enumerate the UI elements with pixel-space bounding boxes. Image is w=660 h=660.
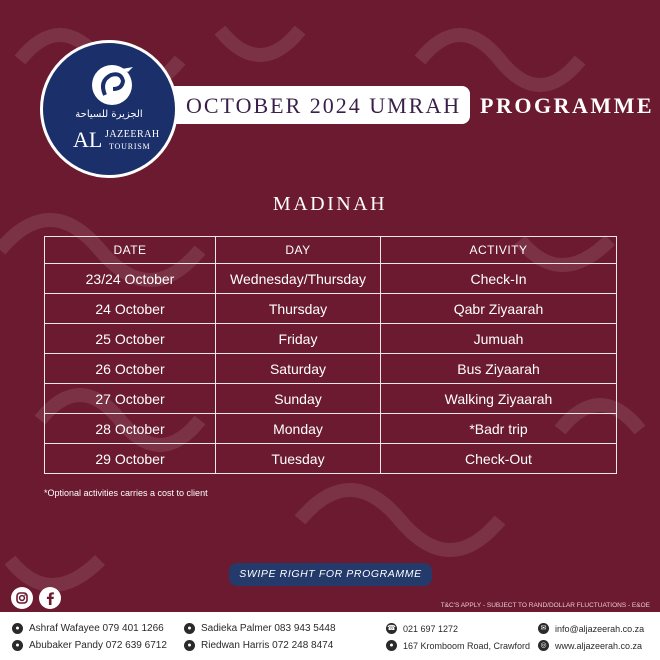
table-row: [45, 414, 617, 444]
day-cell: Sunday: [216, 384, 381, 414]
activity-cell: *Badr trip: [381, 414, 617, 444]
schedule-table: [44, 236, 617, 474]
activity-cell: Jumuah: [381, 324, 617, 354]
table-header-row: [45, 237, 617, 264]
contact-text: Ashraf Wafayee 079 401 1266: [29, 623, 164, 634]
brand-al: AL: [73, 127, 103, 152]
facebook-icon[interactable]: [39, 587, 61, 609]
day-cell: Monday: [216, 414, 381, 444]
activity-cell: Check-In: [381, 264, 617, 294]
title-banner: [150, 86, 470, 124]
date-cell: 26 October: [45, 354, 216, 384]
email-link[interactable]: [538, 623, 644, 634]
date-cell: 25 October: [45, 324, 216, 354]
website-link[interactable]: [538, 640, 642, 651]
brand-arabic-name: الجزيرة للسياحة: [75, 109, 143, 120]
brand-name: JAZEERAH: [105, 129, 160, 140]
table-row: [45, 264, 617, 294]
section-title: MADINAH: [272, 193, 388, 215]
swipe-right-button[interactable]: SWIPE RIGHT FOR PROGRAMME: [229, 563, 432, 586]
globe-icon: ◎: [538, 640, 549, 651]
contact-person: [184, 640, 333, 651]
instagram-icon-glyph: [11, 587, 33, 609]
activity-cell: Qabr Ziyaarah: [381, 294, 617, 324]
day-cell: Saturday: [216, 354, 381, 384]
table-row: [45, 384, 617, 414]
user-icon: ●: [12, 623, 23, 634]
facebook-icon-glyph: [39, 587, 61, 609]
contact-text: Abubaker Pandy 072 639 6712: [29, 640, 167, 651]
contact-footer: [0, 612, 660, 660]
activity-cell: Check-Out: [381, 444, 617, 474]
contact-text: Riedwan Harris 072 248 8474: [201, 640, 334, 651]
table-row: [45, 444, 617, 474]
table-row: [45, 354, 617, 384]
day-cell: Friday: [216, 324, 381, 354]
user-icon: ●: [184, 640, 195, 651]
instagram-icon[interactable]: [11, 587, 33, 609]
brand-logo: [40, 40, 178, 178]
date-cell: 23/24 October: [45, 264, 216, 294]
day-cell: Thursday: [216, 294, 381, 324]
day-cell: Wednesday/Thursday: [216, 264, 381, 294]
activity-cell: Bus Ziyaarah: [381, 354, 617, 384]
phone-contact[interactable]: [386, 623, 458, 634]
table-row: [45, 294, 617, 324]
user-icon: ●: [12, 640, 23, 651]
logo-mark-icon: [89, 61, 135, 107]
contact-person: [12, 640, 167, 651]
phone-icon: ☎: [387, 625, 396, 632]
date-cell: 29 October: [45, 444, 216, 474]
programme-title: OCTOBER 2024 UMRAH: [186, 93, 462, 118]
optional-footnote: *Optional activities carries a cost to client: [44, 488, 208, 498]
location-pin-icon: ●: [386, 640, 397, 651]
day-cell: Tuesday: [216, 444, 381, 474]
email-text: info@aljazeerah.co.za: [555, 623, 645, 634]
date-cell: 28 October: [45, 414, 216, 444]
column-header-date: DATE: [45, 237, 216, 264]
user-icon: ●: [184, 623, 195, 634]
contact-person: [12, 623, 164, 634]
brand-tagline: TOURISM: [109, 142, 151, 151]
phone-text: 021 697 1272: [403, 623, 459, 634]
address-text: 167 Kromboom Road, Crawford: [403, 640, 531, 651]
website-text: www.aljazeerah.co.za: [555, 640, 643, 651]
table-row: [45, 324, 617, 354]
date-cell: 27 October: [45, 384, 216, 414]
terms-text: T&C'S APPLY - SUBJECT TO RAND/DOLLAR FLUCTUATIONS - E&OE: [440, 602, 650, 609]
programme-subtitle: PROGRAMME: [480, 93, 655, 118]
contact-text: Sadieka Palmer 083 943 5448: [201, 623, 336, 634]
contact-person: [184, 623, 336, 634]
activity-cell: Walking Ziyaarah: [381, 384, 617, 414]
column-header-activity: ACTIVITY: [381, 237, 617, 264]
date-cell: 24 October: [45, 294, 216, 324]
email-icon: ✉: [538, 623, 549, 634]
address-contact: [386, 640, 530, 651]
column-header-day: DAY: [216, 237, 381, 264]
